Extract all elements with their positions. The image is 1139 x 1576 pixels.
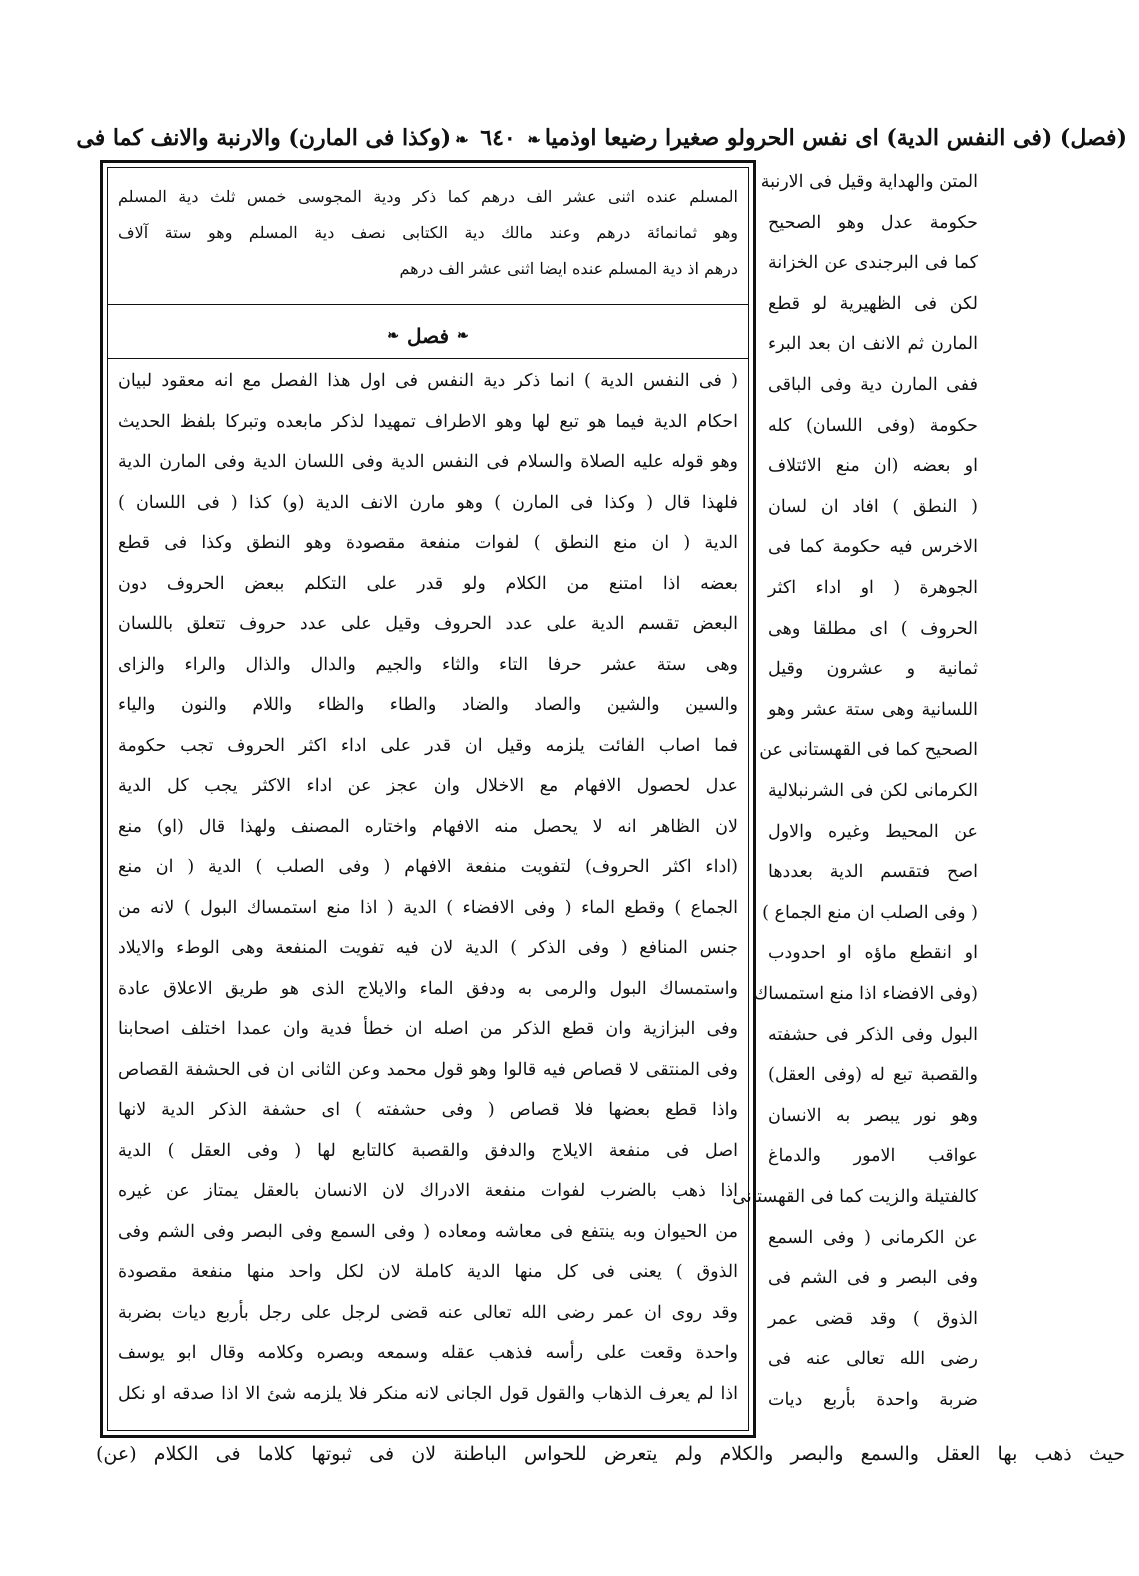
margin-text-line: الكرمانى لكن فى الشرنبلالية [768, 781, 978, 801]
main-text-line: بعضه اذا امتنع من الكلام ولو قدر على التكلم ببعض الحروف دون [118, 573, 738, 594]
margin-text-line: رضى الله تعالى عنه فى [768, 1349, 978, 1370]
margin-text-line: ففى المارن دية وفى الباقى [768, 375, 978, 395]
margin-text-line: اللسانية وهى ستة عشر وهو [768, 699, 978, 720]
main-text-line: عدل لحصول الافهام مع الاخلال وان عجز عن اداء الاكثر يجب كل الدية [118, 776, 738, 796]
main-text-line: اذا ذهب بالضرب لفوات منفعة الادراك لان الانسان بالعقل يمتاز عن غيره [118, 1181, 738, 1201]
margin-text-line: ضربة واحدة بأربع ديات [768, 1390, 978, 1410]
section-divider [108, 304, 748, 305]
margin-text-line: حكومة (وفى اللسان) كله [768, 415, 978, 436]
section-title: فصل [406, 324, 450, 348]
margin-text-line: او بعضه (ان منع الائتلاف [768, 456, 978, 477]
top-note-line: درهم اذ دية المسلم عنده ايضا اثنى عشر الف درهم [399, 259, 738, 278]
section-divider [108, 358, 748, 359]
margin-text-line: او انقطع ماؤه او احدودب [768, 943, 978, 964]
footer-line: حيث ذهب بها العقل والسمع والبصر والكلام ولم يتعرض للحواس الباطنة لان فى ثبوتها كلاما فى الكلام (عن) [96, 1443, 1125, 1465]
margin-text-line: ( وفى الصلب ان منع الجماع ) [762, 902, 978, 923]
ornament-icon: ❧ [457, 328, 469, 344]
main-text-line: فلهذا قال ( وكذا فى المارن ) وهو مارن الانف الدية (و) كذا ( فى اللسان ) [118, 492, 738, 513]
running-header [76, 116, 1127, 160]
header-page-number-group [451, 125, 545, 151]
commentary-frame [100, 160, 756, 1438]
main-text-line: جنس المنافع ( وفى الذكر ) الدية لان فيه تفويت المنفعة وهى الوطء والايلاد [118, 938, 738, 958]
margin-text-line: المارن ثم الانف ان بعد البرء [768, 334, 978, 355]
margin-text-line: المتن والهداية وقيل فى الارنبة [760, 172, 978, 192]
margin-text-line: الحروف ) اى مطلقا وهى [768, 618, 978, 639]
header-left-text: (وكذا فى المارن) والارنبة والانف كما فى [76, 125, 452, 151]
margin-text-line: لكن فى الظهيرية لو قطع [768, 293, 978, 314]
main-text-line: واذا قطع بعضها فلا قصاص ( وفى حشفته ) اى حشفة الذكر الدية لانها [118, 1100, 738, 1120]
margin-text-line: ثمانية و عشرون وقيل [768, 659, 978, 680]
margin-text-line: كما فى البرجندى عن الخزانة [768, 253, 978, 274]
margin-text-line: وهو نور يبصر به الانسان [768, 1105, 978, 1126]
main-text-line: وقد روى ان عمر رضى الله تعالى عنه قضى لرجل على رجل بأربع ديات بضربة [118, 1302, 738, 1323]
main-text-line: واستمساك البول والرمى به ودفق الماء والايلاج الذى هو طريق الاعلاق عادة [118, 978, 738, 999]
main-text-line: والسين والشين والصاد والضاد والطاء والظاء واللام والنون والياء [118, 695, 738, 715]
main-text-line: الذوق ) يعنى فى كل منها الدية كاملة لان لكل واحد منها منفعة مقصودة [118, 1262, 738, 1282]
main-text-line: وهى ستة عشر حرفا التاء والثاء والجيم والدال والذال والراء والزاى [118, 654, 738, 675]
main-text-line: الدية ( ان منع النطق ) لفوات منفعة مقصودة وهو النطق وكذا فى قطع [118, 533, 738, 553]
main-text-line: اصل فى منفعة الايلاج والدفق والقصبة كالتابع لها ( وفى العقل ) الدية [118, 1140, 738, 1161]
margin-text-line: عن المحيط وغيره والاول [768, 821, 978, 842]
margin-text-line: البول وفى الذكر فى حشفته [768, 1024, 978, 1045]
top-note-line: المسلم عنده اثنى عشر الف درهم كما ذكر ودية المجوسى خمس ثلث دية المسلم [118, 187, 738, 206]
margin-text-line: الصحيح كما فى القهستانى عن [759, 740, 978, 761]
ornament-icon: ❧ [387, 328, 399, 344]
main-text-line: لان الظاهر انه لا يحصل منه الافهام واختاره المصنف ولهذا قال (او) منع [118, 816, 738, 837]
section-heading [108, 316, 748, 356]
frame-inner-border [107, 167, 749, 1431]
margin-text-line: كالفتيلة والزيت كما فى القهستانى [732, 1187, 978, 1207]
margin-text-line: الاخرس فيه حكومة كما فى [768, 537, 978, 558]
margin-text-line: ( النطق ) افاد ان لسان [768, 496, 978, 517]
margin-text-line: الذوق ) وقد قضى عمر [768, 1308, 978, 1329]
main-text-line: (اداء اكثر الحروف) لتفويت منفعة الافهام ( وفى الصلب ) الدية ( ان منع [118, 857, 738, 877]
top-note-line: وهو ثمانمائة درهم وعند مالك دية الكتابى نصف دية المسلم وهو ستة آلاف [118, 223, 738, 242]
ornament-icon: ❧ [455, 130, 469, 149]
margin-text-line: حكومة عدل وهو الصحيح [768, 212, 978, 233]
margin-text-line: عن الكرمانى ( وفى السمع [768, 1227, 978, 1248]
main-text-line: اذا لم يعرف الذهاب والقول قول الجانى لانه منكر فلا يلزمه شئ الا اذا صدقه او نكل [118, 1383, 738, 1404]
main-text-line: وفى البزازية وان قطع الذكر من اصله ان خطأ فدية وان عمدا اختلف اصحابنا [118, 1019, 738, 1039]
main-text-line: ( فى النفس الدية ) انما ذكر دية النفس فى اول هذا الفصل مع انه معقود لبيان [118, 371, 738, 391]
main-text-line: الجماع ) وقطع الماء ( وفى الافضاء ) الدية ( اذا منع استمساك البول ) لانه من [118, 897, 738, 918]
margin-text-line: (وفى الافضاء اذا منع استمساك [753, 984, 978, 1004]
header-right-text: (فصل) (فى النفس الدية) اى نفس الحرولو صغيرا رضيعا اوذميا [544, 125, 1127, 151]
margin-text-line: اصح فتقسم الدية بعددها [768, 862, 978, 883]
main-text-line: البعض تقسم الدية على عدد الحروف وقيل على عدد حروف تتعلق باللسان [118, 614, 738, 634]
margin-text-line: الجوهرة ( او اداء اكثر [768, 578, 978, 598]
main-text-line: واحدة وقعت على رأسه فذهب عقله وسمعه وبصره وكلامه وقال ابو يوسف [118, 1343, 738, 1363]
main-text-line: فما اصاب الفائت يلزمه وقيل ان قدر على اداء اكثر الحروف تجب حكومة [118, 735, 738, 756]
main-text-line: احكام الدية فيما هو تبع لها وهو الاطراف تمهيدا لذكر مابعده وتبركا بلفظ الحديث [118, 411, 738, 432]
main-text-line: من الحيوان وبه ينتفع فى معاشه ومعاده ( وفى السمع وفى البصر وفى الشم وفى [118, 1221, 738, 1242]
ornament-icon: ❧ [527, 130, 541, 149]
margin-text-line: والقصبة تبع له (وفى العقل) [768, 1065, 978, 1086]
main-text-line: وفى المنتقى لا قصاص فيه قالوا وهو قول محمد وعن الثانى ان فى الحشفة القصاص [118, 1059, 738, 1080]
margin-text-line: عواقب الامور والدماغ [768, 1146, 978, 1167]
page-number: ٦٤٠ [480, 125, 516, 151]
margin-text-line: وفى البصر و فى الشم فى [768, 1268, 978, 1289]
main-text-line: وهو قوله عليه الصلاة والسلام فى النفس الدية وفى اللسان الدية وفى المارن الدية [118, 452, 738, 472]
